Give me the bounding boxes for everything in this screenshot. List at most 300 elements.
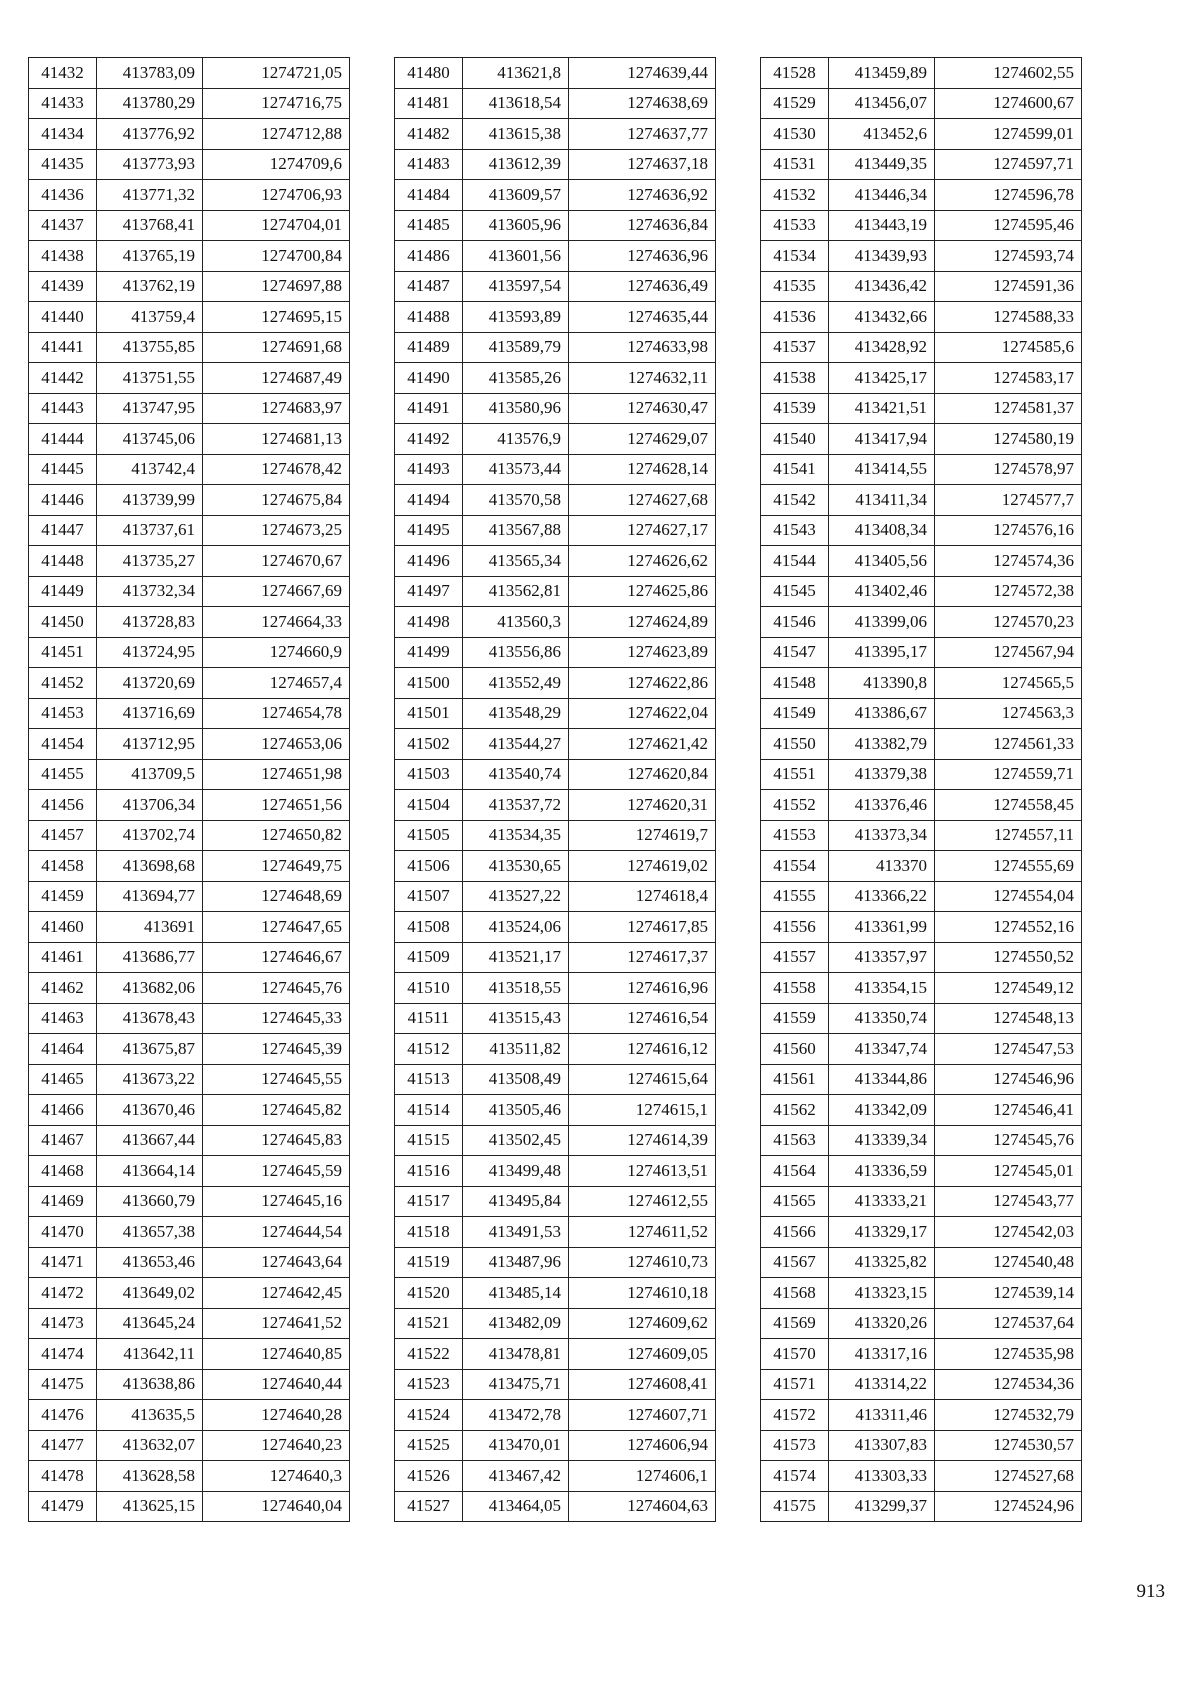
table-row <box>761 454 1082 485</box>
table-row <box>761 271 1082 302</box>
point-number-cell: 41437 <box>29 210 97 241</box>
table-row <box>761 515 1082 546</box>
y-coordinate-cell: 1274630,47 <box>569 393 716 424</box>
y-coordinate-cell: 1274695,15 <box>203 302 350 333</box>
x-coordinate-cell: 413580,96 <box>463 393 569 424</box>
y-coordinate-cell: 1274645,59 <box>203 1156 350 1187</box>
table-row <box>29 820 350 851</box>
x-coordinate-cell: 413508,49 <box>463 1064 569 1095</box>
y-coordinate-cell: 1274691,68 <box>203 332 350 363</box>
point-number-cell: 41530 <box>761 119 829 150</box>
table-row <box>761 942 1082 973</box>
point-number-cell: 41514 <box>395 1095 463 1126</box>
table-row <box>29 1003 350 1034</box>
y-coordinate-cell: 1274558,45 <box>935 790 1082 821</box>
y-coordinate-cell: 1274597,71 <box>935 149 1082 180</box>
x-coordinate-cell: 413505,46 <box>463 1095 569 1126</box>
y-coordinate-cell: 1274577,7 <box>935 485 1082 516</box>
x-coordinate-cell: 413724,95 <box>97 637 203 668</box>
y-coordinate-cell: 1274653,06 <box>203 729 350 760</box>
point-number-cell: 41542 <box>761 485 829 516</box>
table-row <box>29 790 350 821</box>
x-coordinate-cell: 413706,34 <box>97 790 203 821</box>
table-row <box>29 1064 350 1095</box>
y-coordinate-cell: 1274645,33 <box>203 1003 350 1034</box>
y-coordinate-cell: 1274581,37 <box>935 393 1082 424</box>
point-number-cell: 41550 <box>761 729 829 760</box>
y-coordinate-cell: 1274580,19 <box>935 424 1082 455</box>
x-coordinate-cell: 413597,54 <box>463 271 569 302</box>
point-number-cell: 41494 <box>395 485 463 516</box>
y-coordinate-cell: 1274537,64 <box>935 1308 1082 1339</box>
table-row <box>761 363 1082 394</box>
x-coordinate-cell: 413354,15 <box>829 973 935 1004</box>
y-coordinate-cell: 1274606,94 <box>569 1430 716 1461</box>
point-number-cell: 41501 <box>395 698 463 729</box>
point-number-cell: 41526 <box>395 1461 463 1492</box>
y-coordinate-cell: 1274709,6 <box>203 149 350 180</box>
table-row <box>395 1278 716 1309</box>
y-coordinate-cell: 1274640,3 <box>203 1461 350 1492</box>
y-coordinate-cell: 1274546,41 <box>935 1095 1082 1126</box>
point-number-cell: 41571 <box>761 1369 829 1400</box>
x-coordinate-cell: 413320,26 <box>829 1308 935 1339</box>
table-row <box>395 180 716 211</box>
coordinate-tables <box>28 57 1164 1572</box>
point-number-cell: 41559 <box>761 1003 829 1034</box>
x-coordinate-cell: 413682,06 <box>97 973 203 1004</box>
x-coordinate-cell: 413495,84 <box>463 1186 569 1217</box>
x-coordinate-cell: 413329,17 <box>829 1217 935 1248</box>
table-row <box>395 1064 716 1095</box>
table-row <box>29 912 350 943</box>
table-row <box>29 1461 350 1492</box>
x-coordinate-cell: 413712,95 <box>97 729 203 760</box>
table-row <box>395 1156 716 1187</box>
point-number-cell: 41540 <box>761 424 829 455</box>
x-coordinate-cell: 413325,82 <box>829 1247 935 1278</box>
x-coordinate-cell: 413376,46 <box>829 790 935 821</box>
point-number-cell: 41557 <box>761 942 829 973</box>
x-coordinate-cell: 413299,37 <box>829 1491 935 1522</box>
point-number-cell: 41446 <box>29 485 97 516</box>
x-coordinate-cell: 413344,86 <box>829 1064 935 1095</box>
y-coordinate-cell: 1274632,11 <box>569 363 716 394</box>
x-coordinate-cell: 413745,06 <box>97 424 203 455</box>
point-number-cell: 41549 <box>761 698 829 729</box>
point-number-cell: 41434 <box>29 119 97 150</box>
x-coordinate-cell: 413475,71 <box>463 1369 569 1400</box>
point-number-cell: 41439 <box>29 271 97 302</box>
x-coordinate-cell: 413336,59 <box>829 1156 935 1187</box>
y-coordinate-cell: 1274613,51 <box>569 1156 716 1187</box>
point-number-cell: 41572 <box>761 1400 829 1431</box>
table-row <box>395 119 716 150</box>
y-coordinate-cell: 1274606,1 <box>569 1461 716 1492</box>
x-coordinate-cell: 413311,46 <box>829 1400 935 1431</box>
point-number-cell: 41575 <box>761 1491 829 1522</box>
y-coordinate-cell: 1274583,17 <box>935 363 1082 394</box>
x-coordinate-cell: 413449,35 <box>829 149 935 180</box>
table-row <box>29 1217 350 1248</box>
point-number-cell: 41447 <box>29 515 97 546</box>
x-coordinate-cell: 413482,09 <box>463 1308 569 1339</box>
y-coordinate-cell: 1274687,49 <box>203 363 350 394</box>
point-number-cell: 41492 <box>395 424 463 455</box>
table-row <box>761 759 1082 790</box>
x-coordinate-cell: 413621,8 <box>463 58 569 89</box>
table-row <box>761 1247 1082 1278</box>
x-coordinate-cell: 413472,78 <box>463 1400 569 1431</box>
point-number-cell: 41493 <box>395 454 463 485</box>
x-coordinate-cell: 413379,38 <box>829 759 935 790</box>
y-coordinate-cell: 1274635,44 <box>569 302 716 333</box>
x-coordinate-cell: 413432,66 <box>829 302 935 333</box>
x-coordinate-cell: 413755,85 <box>97 332 203 363</box>
table-row <box>29 851 350 882</box>
table-row <box>395 912 716 943</box>
x-coordinate-cell: 413649,02 <box>97 1278 203 1309</box>
y-coordinate-cell: 1274535,98 <box>935 1339 1082 1370</box>
table-row <box>29 1400 350 1431</box>
y-coordinate-cell: 1274585,6 <box>935 332 1082 363</box>
point-number-cell: 41524 <box>395 1400 463 1431</box>
point-number-cell: 41481 <box>395 88 463 119</box>
y-coordinate-cell: 1274649,75 <box>203 851 350 882</box>
point-number-cell: 41516 <box>395 1156 463 1187</box>
table-row <box>395 546 716 577</box>
x-coordinate-cell: 413339,34 <box>829 1125 935 1156</box>
x-coordinate-cell: 413428,92 <box>829 332 935 363</box>
y-coordinate-cell: 1274610,73 <box>569 1247 716 1278</box>
point-number-cell: 41574 <box>761 1461 829 1492</box>
table-row <box>395 424 716 455</box>
point-number-cell: 41444 <box>29 424 97 455</box>
point-number-cell: 41489 <box>395 332 463 363</box>
table-row <box>761 637 1082 668</box>
table-row <box>761 576 1082 607</box>
x-coordinate-cell: 413773,93 <box>97 149 203 180</box>
x-coordinate-cell: 413467,42 <box>463 1461 569 1492</box>
table-row <box>395 851 716 882</box>
point-number-cell: 41562 <box>761 1095 829 1126</box>
table-row <box>395 149 716 180</box>
y-coordinate-cell: 1274650,82 <box>203 820 350 851</box>
table-row <box>29 58 350 89</box>
y-coordinate-cell: 1274640,28 <box>203 1400 350 1431</box>
table-row <box>395 1339 716 1370</box>
point-number-cell: 41498 <box>395 607 463 638</box>
y-coordinate-cell: 1274604,63 <box>569 1491 716 1522</box>
x-coordinate-cell: 413670,46 <box>97 1095 203 1126</box>
point-number-cell: 41534 <box>761 241 829 272</box>
table-row <box>395 393 716 424</box>
x-coordinate-cell: 413625,15 <box>97 1491 203 1522</box>
y-coordinate-cell: 1274654,78 <box>203 698 350 729</box>
x-coordinate-cell: 413357,97 <box>829 942 935 973</box>
x-coordinate-cell: 413678,43 <box>97 1003 203 1034</box>
table-row <box>395 1308 716 1339</box>
point-number-cell: 41472 <box>29 1278 97 1309</box>
x-coordinate-cell: 413521,17 <box>463 942 569 973</box>
table-row <box>29 271 350 302</box>
y-coordinate-cell: 1274681,13 <box>203 424 350 455</box>
point-number-cell: 41471 <box>29 1247 97 1278</box>
table-row <box>761 668 1082 699</box>
table-row <box>761 881 1082 912</box>
table-row <box>761 1034 1082 1065</box>
x-coordinate-cell: 413737,61 <box>97 515 203 546</box>
y-coordinate-cell: 1274640,04 <box>203 1491 350 1522</box>
table-row <box>395 881 716 912</box>
table-row <box>761 1125 1082 1156</box>
y-coordinate-cell: 1274574,36 <box>935 546 1082 577</box>
y-coordinate-cell: 1274704,01 <box>203 210 350 241</box>
y-coordinate-cell: 1274547,53 <box>935 1034 1082 1065</box>
x-coordinate-cell: 413694,77 <box>97 881 203 912</box>
table-row <box>29 1156 350 1187</box>
y-coordinate-cell: 1274543,77 <box>935 1186 1082 1217</box>
table-row <box>395 1217 716 1248</box>
y-coordinate-cell: 1274559,71 <box>935 759 1082 790</box>
y-coordinate-cell: 1274570,23 <box>935 607 1082 638</box>
point-number-cell: 41519 <box>395 1247 463 1278</box>
table-row <box>395 576 716 607</box>
y-coordinate-cell: 1274639,44 <box>569 58 716 89</box>
x-coordinate-cell: 413443,19 <box>829 210 935 241</box>
point-number-cell: 41508 <box>395 912 463 943</box>
point-number-cell: 41568 <box>761 1278 829 1309</box>
point-number-cell: 41513 <box>395 1064 463 1095</box>
x-coordinate-cell: 413615,38 <box>463 119 569 150</box>
x-coordinate-cell: 413370 <box>829 851 935 882</box>
table-row <box>761 820 1082 851</box>
table-row <box>29 1095 350 1126</box>
point-number-cell: 41556 <box>761 912 829 943</box>
x-coordinate-cell: 413562,81 <box>463 576 569 607</box>
x-coordinate-cell: 413601,56 <box>463 241 569 272</box>
x-coordinate-cell: 413709,5 <box>97 759 203 790</box>
table-row <box>395 241 716 272</box>
point-number-cell: 41440 <box>29 302 97 333</box>
y-coordinate-cell: 1274595,46 <box>935 210 1082 241</box>
x-coordinate-cell: 413518,55 <box>463 973 569 1004</box>
table-row <box>395 332 716 363</box>
y-coordinate-cell: 1274627,68 <box>569 485 716 516</box>
table-row <box>761 424 1082 455</box>
y-coordinate-cell: 1274555,69 <box>935 851 1082 882</box>
table-row <box>761 1003 1082 1034</box>
point-number-cell: 41468 <box>29 1156 97 1187</box>
table-row <box>395 607 716 638</box>
point-number-cell: 41545 <box>761 576 829 607</box>
point-number-cell: 41515 <box>395 1125 463 1156</box>
point-number-cell: 41478 <box>29 1461 97 1492</box>
y-coordinate-cell: 1274617,85 <box>569 912 716 943</box>
point-number-cell: 41436 <box>29 180 97 211</box>
point-number-cell: 41560 <box>761 1034 829 1065</box>
point-number-cell: 41455 <box>29 759 97 790</box>
point-number-cell: 41543 <box>761 515 829 546</box>
x-coordinate-cell: 413628,58 <box>97 1461 203 1492</box>
y-coordinate-cell: 1274615,1 <box>569 1095 716 1126</box>
x-coordinate-cell: 413664,14 <box>97 1156 203 1187</box>
point-number-cell: 41486 <box>395 241 463 272</box>
x-coordinate-cell: 413686,77 <box>97 942 203 973</box>
table-row <box>29 88 350 119</box>
x-coordinate-cell: 413436,42 <box>829 271 935 302</box>
table-row <box>761 912 1082 943</box>
x-coordinate-cell: 413567,88 <box>463 515 569 546</box>
point-number-cell: 41569 <box>761 1308 829 1339</box>
point-number-cell: 41561 <box>761 1064 829 1095</box>
y-coordinate-cell: 1274648,69 <box>203 881 350 912</box>
x-coordinate-cell: 413511,82 <box>463 1034 569 1065</box>
table-row <box>395 1369 716 1400</box>
table-row <box>29 881 350 912</box>
x-coordinate-cell: 413565,34 <box>463 546 569 577</box>
y-coordinate-cell: 1274647,65 <box>203 912 350 943</box>
y-coordinate-cell: 1274700,84 <box>203 241 350 272</box>
point-number-cell: 41474 <box>29 1339 97 1370</box>
x-coordinate-cell: 413635,5 <box>97 1400 203 1431</box>
x-coordinate-cell: 413524,06 <box>463 912 569 943</box>
x-coordinate-cell: 413464,05 <box>463 1491 569 1522</box>
table-row <box>395 363 716 394</box>
y-coordinate-cell: 1274610,18 <box>569 1278 716 1309</box>
y-coordinate-cell: 1274670,67 <box>203 546 350 577</box>
y-coordinate-cell: 1274706,93 <box>203 180 350 211</box>
table-row <box>29 698 350 729</box>
x-coordinate-cell: 413589,79 <box>463 332 569 363</box>
x-coordinate-cell: 413386,67 <box>829 698 935 729</box>
x-coordinate-cell: 413395,17 <box>829 637 935 668</box>
x-coordinate-cell: 413660,79 <box>97 1186 203 1217</box>
point-number-cell: 41536 <box>761 302 829 333</box>
table-row <box>29 759 350 790</box>
x-coordinate-cell: 413776,92 <box>97 119 203 150</box>
point-number-cell: 41531 <box>761 149 829 180</box>
x-coordinate-cell: 413425,17 <box>829 363 935 394</box>
table-row <box>29 210 350 241</box>
y-coordinate-cell: 1274620,84 <box>569 759 716 790</box>
point-number-cell: 41520 <box>395 1278 463 1309</box>
y-coordinate-cell: 1274633,98 <box>569 332 716 363</box>
point-number-cell: 41464 <box>29 1034 97 1065</box>
x-coordinate-cell: 413570,58 <box>463 485 569 516</box>
x-coordinate-cell: 413515,43 <box>463 1003 569 1034</box>
point-number-cell: 41482 <box>395 119 463 150</box>
y-coordinate-cell: 1274640,44 <box>203 1369 350 1400</box>
coordinate-table-2 <box>394 57 716 1522</box>
x-coordinate-cell: 413499,48 <box>463 1156 569 1187</box>
x-coordinate-cell: 413612,39 <box>463 149 569 180</box>
y-coordinate-cell: 1274628,14 <box>569 454 716 485</box>
table-row <box>761 119 1082 150</box>
table-row <box>761 485 1082 516</box>
x-coordinate-cell: 413732,34 <box>97 576 203 607</box>
table-row <box>29 393 350 424</box>
point-number-cell: 41511 <box>395 1003 463 1034</box>
x-coordinate-cell: 413307,83 <box>829 1430 935 1461</box>
table-row <box>395 668 716 699</box>
x-coordinate-cell: 413491,53 <box>463 1217 569 1248</box>
x-coordinate-cell: 413548,29 <box>463 698 569 729</box>
point-number-cell: 41466 <box>29 1095 97 1126</box>
table-row <box>29 729 350 760</box>
point-number-cell: 41497 <box>395 576 463 607</box>
point-number-cell: 41438 <box>29 241 97 272</box>
point-number-cell: 41449 <box>29 576 97 607</box>
x-coordinate-cell: 413540,74 <box>463 759 569 790</box>
y-coordinate-cell: 1274618,4 <box>569 881 716 912</box>
y-coordinate-cell: 1274545,76 <box>935 1125 1082 1156</box>
point-number-cell: 41458 <box>29 851 97 882</box>
point-number-cell: 41563 <box>761 1125 829 1156</box>
y-coordinate-cell: 1274616,96 <box>569 973 716 1004</box>
point-number-cell: 41539 <box>761 393 829 424</box>
point-number-cell: 41546 <box>761 607 829 638</box>
point-number-cell: 41457 <box>29 820 97 851</box>
table-row <box>395 698 716 729</box>
table-row <box>761 1400 1082 1431</box>
point-number-cell: 41537 <box>761 332 829 363</box>
y-coordinate-cell: 1274612,55 <box>569 1186 716 1217</box>
y-coordinate-cell: 1274578,97 <box>935 454 1082 485</box>
point-number-cell: 41522 <box>395 1339 463 1370</box>
y-coordinate-cell: 1274645,83 <box>203 1125 350 1156</box>
table-row <box>761 1308 1082 1339</box>
table-row <box>395 759 716 790</box>
y-coordinate-cell: 1274554,04 <box>935 881 1082 912</box>
y-coordinate-cell: 1274527,68 <box>935 1461 1082 1492</box>
point-number-cell: 41453 <box>29 698 97 729</box>
y-coordinate-cell: 1274697,88 <box>203 271 350 302</box>
y-coordinate-cell: 1274563,3 <box>935 698 1082 729</box>
table-row <box>761 149 1082 180</box>
point-number-cell: 41564 <box>761 1156 829 1187</box>
point-number-cell: 41505 <box>395 820 463 851</box>
point-number-cell: 41441 <box>29 332 97 363</box>
y-coordinate-cell: 1274657,4 <box>203 668 350 699</box>
point-number-cell: 41532 <box>761 180 829 211</box>
x-coordinate-cell: 413675,87 <box>97 1034 203 1065</box>
table-row <box>29 668 350 699</box>
point-number-cell: 41465 <box>29 1064 97 1095</box>
point-number-cell: 41450 <box>29 607 97 638</box>
table-row <box>761 973 1082 1004</box>
table-row <box>761 1156 1082 1187</box>
table-row <box>761 88 1082 119</box>
table-row <box>395 88 716 119</box>
y-coordinate-cell: 1274615,64 <box>569 1064 716 1095</box>
table-row <box>761 1369 1082 1400</box>
point-number-cell: 41525 <box>395 1430 463 1461</box>
table-row <box>29 363 350 394</box>
table-row <box>395 271 716 302</box>
point-number-cell: 41433 <box>29 88 97 119</box>
table-row <box>29 546 350 577</box>
table-row <box>29 1430 350 1461</box>
x-coordinate-cell: 413399,06 <box>829 607 935 638</box>
point-number-cell: 41523 <box>395 1369 463 1400</box>
x-coordinate-cell: 413452,6 <box>829 119 935 150</box>
point-number-cell: 41503 <box>395 759 463 790</box>
y-coordinate-cell: 1274642,45 <box>203 1278 350 1309</box>
x-coordinate-cell: 413667,44 <box>97 1125 203 1156</box>
point-number-cell: 41510 <box>395 973 463 1004</box>
table-row <box>761 698 1082 729</box>
